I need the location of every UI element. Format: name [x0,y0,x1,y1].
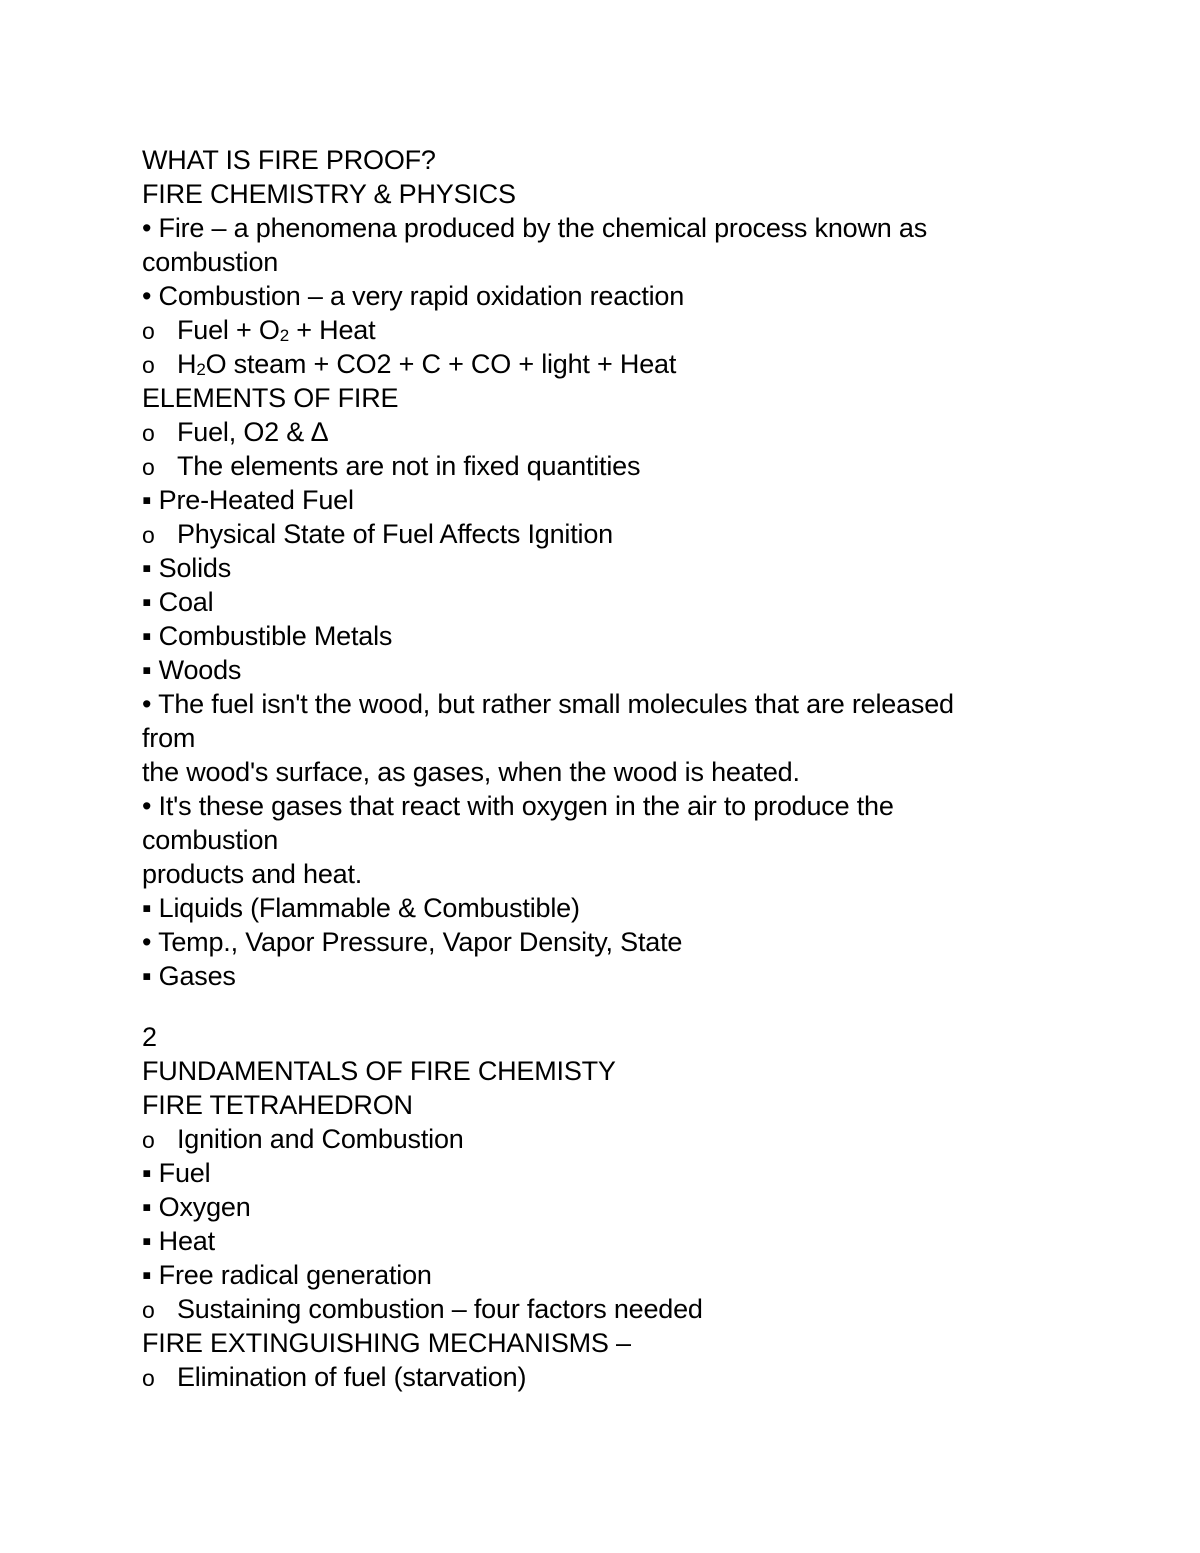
text-line: from [142,723,196,753]
list-item: • Temp., Vapor Pressure, Vapor Density, State [142,927,683,957]
equation-line [142,313,1062,347]
equation-text: + Heat [288,315,376,345]
list-item: ▪ Heat [142,1226,215,1256]
list-item-text: Elimination of fuel (starvation) [177,1362,527,1392]
list-item: ▪ Woods [142,655,242,685]
text-line: • It's these gases that react with oxygen in the air to produce the [142,791,894,821]
equation-text: O steam + CO2 + C + CO + light + Heat [205,349,677,379]
subscript: 2 [196,360,206,379]
section-heading-tetrahedron: FIRE TETRAHEDRON [142,1090,413,1120]
spacer [142,993,1062,1020]
list-item: ▪ Oxygen [142,1192,251,1222]
list-item-text: Fuel, O2 & ∆ [177,417,328,447]
equation-text: H [177,349,197,379]
list-item [142,1122,1062,1156]
section-heading-fundamentals: FUNDAMENTALS OF FIRE CHEMISTY [142,1056,616,1086]
list-marker-o: o [142,352,155,378]
text-line: products and heat. [142,859,363,889]
list-item-text: Ignition and Combustion [177,1124,464,1154]
list-marker-o: o [142,454,155,480]
list-marker-o: o [142,318,155,344]
equation-text: Fuel + O [177,315,280,345]
list-item: ▪ Fuel [142,1158,211,1188]
list-item [142,415,1062,449]
list-marker-o: o [142,1297,155,1323]
list-marker-o: o [142,420,155,446]
list-item: ▪ Liquids (Flammable & Combustible) [142,893,580,923]
doc-title: WHAT IS FIRE PROOF? [142,145,436,175]
list-item-text: Physical State of Fuel Affects Ignition [177,519,613,549]
document-body [142,143,1062,1394]
text-line: the wood's surface, as gases, when the wood is heated. [142,757,800,787]
list-item: ▪ Coal [142,587,214,617]
section-heading-elements: ELEMENTS OF FIRE [142,383,399,413]
list-marker-o: o [142,1127,155,1153]
list-item: ▪ Pre-Heated Fuel [142,485,354,515]
subscript: 2 [279,326,289,345]
list-item: ▪ Solids [142,553,232,583]
text-line: • The fuel isn't the wood, but rather small molecules that are released [142,689,954,719]
list-marker-o: o [142,1365,155,1391]
list-item [142,1360,1062,1394]
page-number: 2 [142,1022,157,1052]
text-line: combustion [142,825,279,855]
section-heading-extinguishing: FIRE EXTINGUISHING MECHANISMS – [142,1328,631,1358]
list-item: ▪ Combustible Metals [142,621,393,651]
list-item-text: The elements are not in fixed quantities [177,451,641,481]
list-item: ▪ Free radical generation [142,1260,432,1290]
list-item [142,1292,1062,1326]
equation-line [142,347,1062,381]
text-line: combustion [142,247,279,277]
section-heading-fire-chemistry: FIRE CHEMISTRY & PHYSICS [142,179,516,209]
list-item [142,449,1062,483]
list-item: ▪ Gases [142,961,236,991]
list-marker-o: o [142,522,155,548]
list-item-text: Sustaining combustion – four factors needed [177,1294,703,1324]
text-line: • Combustion – a very rapid oxidation reaction [142,281,685,311]
list-item [142,517,1062,551]
text-line: • Fire – a phenomena produced by the chemical process known as [142,213,927,243]
